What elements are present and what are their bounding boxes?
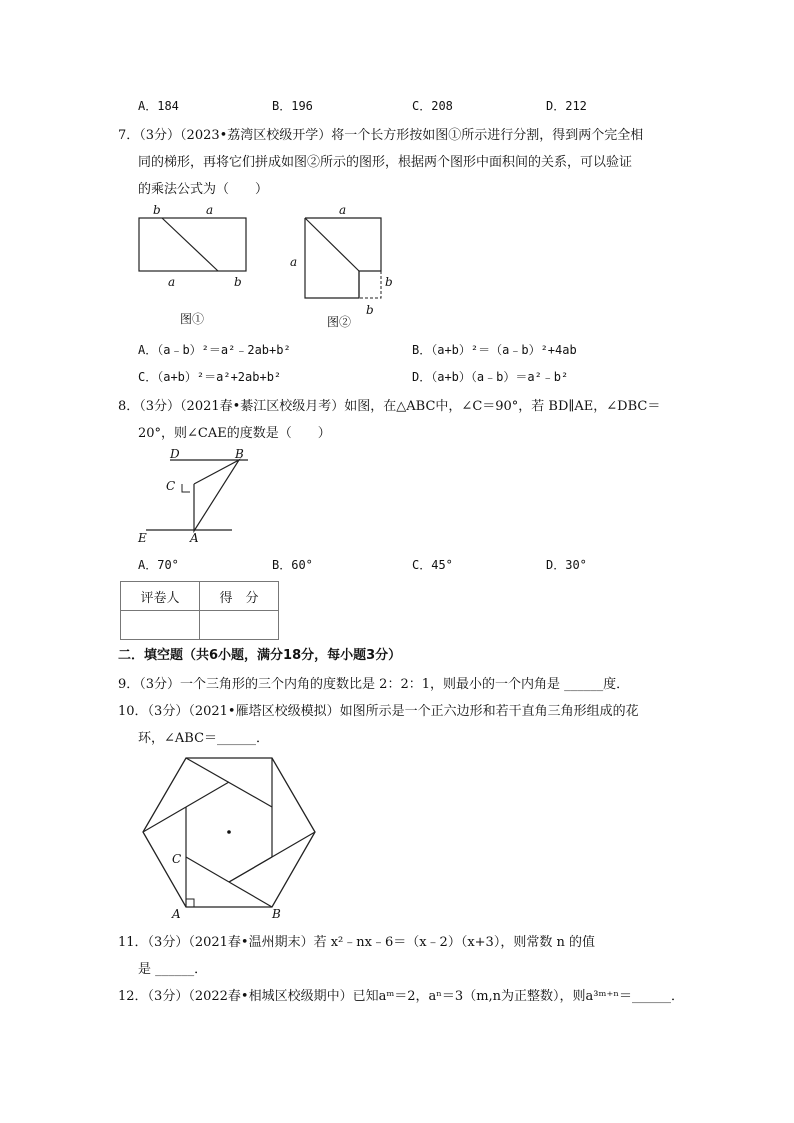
q8-option-c: C．45° <box>412 558 453 572</box>
fig2-caption: 图② <box>327 315 352 329</box>
fig1-rectangle <box>139 218 246 271</box>
q10-stem-line1: 10．（3分）（2021•雁塔区校级模拟）如图所示是一个正六边形和若干直角三角形组成的花 <box>118 704 639 719</box>
q7-option-b: B．（a+b）²＝（a﹣b）²+4ab <box>412 343 577 357</box>
score-cell[interactable] <box>200 611 279 640</box>
right-angle-mark <box>182 484 190 492</box>
fig1-caption: 图① <box>180 312 205 326</box>
q7-option-a: A．（a﹣b）²＝a²﹣2ab+b² <box>138 343 291 357</box>
q8-stem-line1: 8．（3分）（2021春•綦江区校级月考）如图，在△ABC中，∠C＝90°，若 BD∥AE，∠DBC＝ <box>118 399 661 414</box>
fig2-label-a-top: a <box>339 203 347 217</box>
q7-stem-line3: 的乘法公式为（ ） <box>138 182 269 197</box>
fig2-label-b-bottom: b <box>366 303 374 317</box>
point-b-label: B <box>272 907 281 920</box>
fig1-diagonal-cut <box>162 218 218 271</box>
q8-figure <box>132 442 262 548</box>
fig2-dashed-square <box>359 271 381 298</box>
q7-option-d: D．（a+b）（a﹣b）＝a²﹣b² <box>412 370 569 384</box>
fig1-label-a-bottom: a <box>168 275 176 289</box>
q8-option-b: B．60° <box>272 558 313 572</box>
q6-option-d: D．212 <box>546 99 587 113</box>
fig1-label-b-top: b <box>153 203 161 217</box>
section2-title: 二．填空题（共6小题，满分18分，每小题3分） <box>118 648 402 663</box>
fig2-label-b-right: b <box>385 275 393 289</box>
reviewer-cell[interactable] <box>121 611 200 640</box>
q7-stem-line2: 同的梯形，再将它们拼成如图②所示的图形，根据两个图形中面积间的关系，可以验证 <box>138 155 633 170</box>
q7-stem-line1: 7．（3分）（2023•荔湾区校级开学）将一个长方形按如图①所示进行分割，得到两个完全相 <box>118 128 644 143</box>
fig1-label-b-bottom: b <box>234 275 242 289</box>
q6-option-c: C．208 <box>412 99 453 113</box>
q9-stem: 9．（3分）一个三角形的三个内角的度数比是 2：2：1，则最小的一个内角是 ______度． <box>118 677 630 692</box>
q6-option-b: B．196 <box>272 99 313 113</box>
q7-figure <box>130 200 410 332</box>
q6-option-a: A．184 <box>138 99 179 113</box>
q8-stem-line2: 20°，则∠CAE的度数是（ ） <box>138 426 331 441</box>
reviewer-header: 评卷人 <box>121 582 200 611</box>
point-c-label: C <box>166 479 176 493</box>
score-header: 得 分 <box>200 582 279 611</box>
q10-stem-line2: 环，∠ABC＝______． <box>138 731 270 746</box>
center-dot <box>227 830 231 834</box>
fig1-label-a-top: a <box>206 203 214 217</box>
q11-stem-line1: 11．（3分）（2021春•温州期末）若 x²﹣nx﹣6＝（x﹣2）（x+3），则常数 n 的值 <box>118 935 595 950</box>
q10-hexagon-figure <box>134 750 324 920</box>
point-c-label: C <box>172 852 182 866</box>
point-b-label: B <box>235 447 244 461</box>
triangle-abc <box>194 460 239 531</box>
point-a-label: A <box>190 531 199 545</box>
point-e-label: E <box>138 531 147 545</box>
fig2-label-a-left: a <box>290 255 298 269</box>
point-a-label: A <box>172 907 181 920</box>
q12-stem: 12．（3分）（2022春•相城区校级期中）已知aᵐ＝2，aⁿ＝3（m,n为正整数），则a³ᵐ⁺ⁿ＝______． <box>118 989 684 1004</box>
point-d-label: D <box>170 447 180 461</box>
q7-option-c: C．（a+b）²＝a²+2ab+b² <box>138 370 282 384</box>
q8-option-a: A．70° <box>138 558 179 572</box>
right-angle-mark-a <box>186 899 194 907</box>
q8-option-d: D．30° <box>546 558 587 572</box>
q11-stem-line2: 是 ______． <box>138 962 208 977</box>
fig2-diagonal <box>305 218 359 271</box>
score-table <box>120 581 279 640</box>
